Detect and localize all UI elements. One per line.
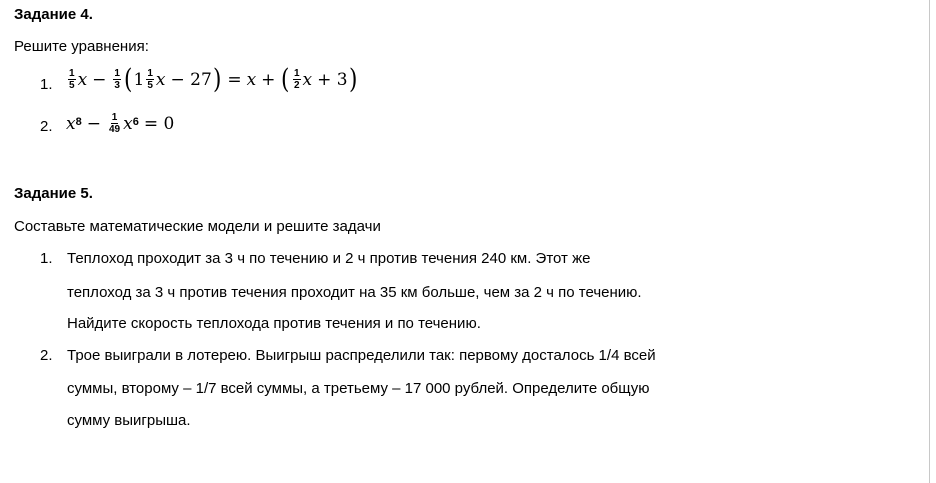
- variable-x: x: [123, 113, 133, 134]
- fraction-one-third: $\frac{1}{3}$: [114, 68, 120, 91]
- eq1-number: 1.: [40, 76, 53, 93]
- problem2-line-2: суммы, второму – 1/7 всей суммы, а третьему – 17 000 рублей. Определите общую: [67, 380, 650, 397]
- variable-x: x: [77, 69, 88, 90]
- plus-3: + 3: [317, 69, 348, 90]
- right-paren: ): [212, 63, 222, 95]
- minus-sign: −: [86, 113, 101, 134]
- equation-2: [66, 112, 174, 135]
- variable-x: x: [302, 69, 313, 90]
- problem2-line-1: Трое выиграли в лотерею. Выигрыш распределили так: первому досталось 1/4 всей: [67, 347, 656, 364]
- task4-title: Задание 4.: [14, 6, 93, 23]
- task4-intro: Решите уравнения:: [14, 38, 149, 55]
- minus-sign: −: [92, 69, 107, 90]
- equals-sign: =: [227, 69, 242, 90]
- problem1-line-2: теплоход за 3 ч против течения проходит на 35 км больше, чем за 2 ч по течению.: [67, 284, 642, 301]
- page-edge-divider: [929, 0, 930, 483]
- eq2-number: 2.: [40, 118, 53, 135]
- variable-x: x: [246, 69, 257, 90]
- minus-27: − 27: [170, 69, 212, 90]
- task5-intro: Составьте математические модели и решите задачи: [14, 218, 381, 235]
- right-paren: ): [348, 63, 358, 95]
- task5-title: Задание 5.: [14, 185, 93, 202]
- exponent-6: 6: [132, 115, 139, 128]
- problem1-number: 1.: [40, 250, 53, 267]
- variable-x: x: [66, 113, 76, 134]
- problem2-number: 2.: [40, 347, 53, 364]
- exponent-8: 8: [75, 115, 82, 128]
- variable-x: x: [155, 69, 166, 90]
- plus-sign: +: [261, 69, 276, 90]
- problem2-line-3: сумму выигрыша.: [67, 412, 191, 429]
- fraction-one-fifth: $\frac{1}{5}$: [69, 68, 75, 91]
- problem1-line-3: Найдите скорость теплохода против течения и по течению.: [67, 315, 481, 332]
- fraction-one-49th: $\frac{1}{49}$: [108, 112, 121, 135]
- left-paren: (: [281, 63, 290, 95]
- fraction-one-half: $\frac{1}{2}$: [293, 68, 300, 91]
- equals-zero: = 0: [143, 113, 175, 134]
- left-paren: (: [124, 63, 133, 95]
- problem1-line-1: Теплоход проходит за 3 ч по течению и 2 ч против течения 240 км. Этот же: [67, 250, 591, 267]
- equation-1: [66, 63, 358, 95]
- mixed-number: 1 $\frac{1}{5}$: [133, 68, 153, 91]
